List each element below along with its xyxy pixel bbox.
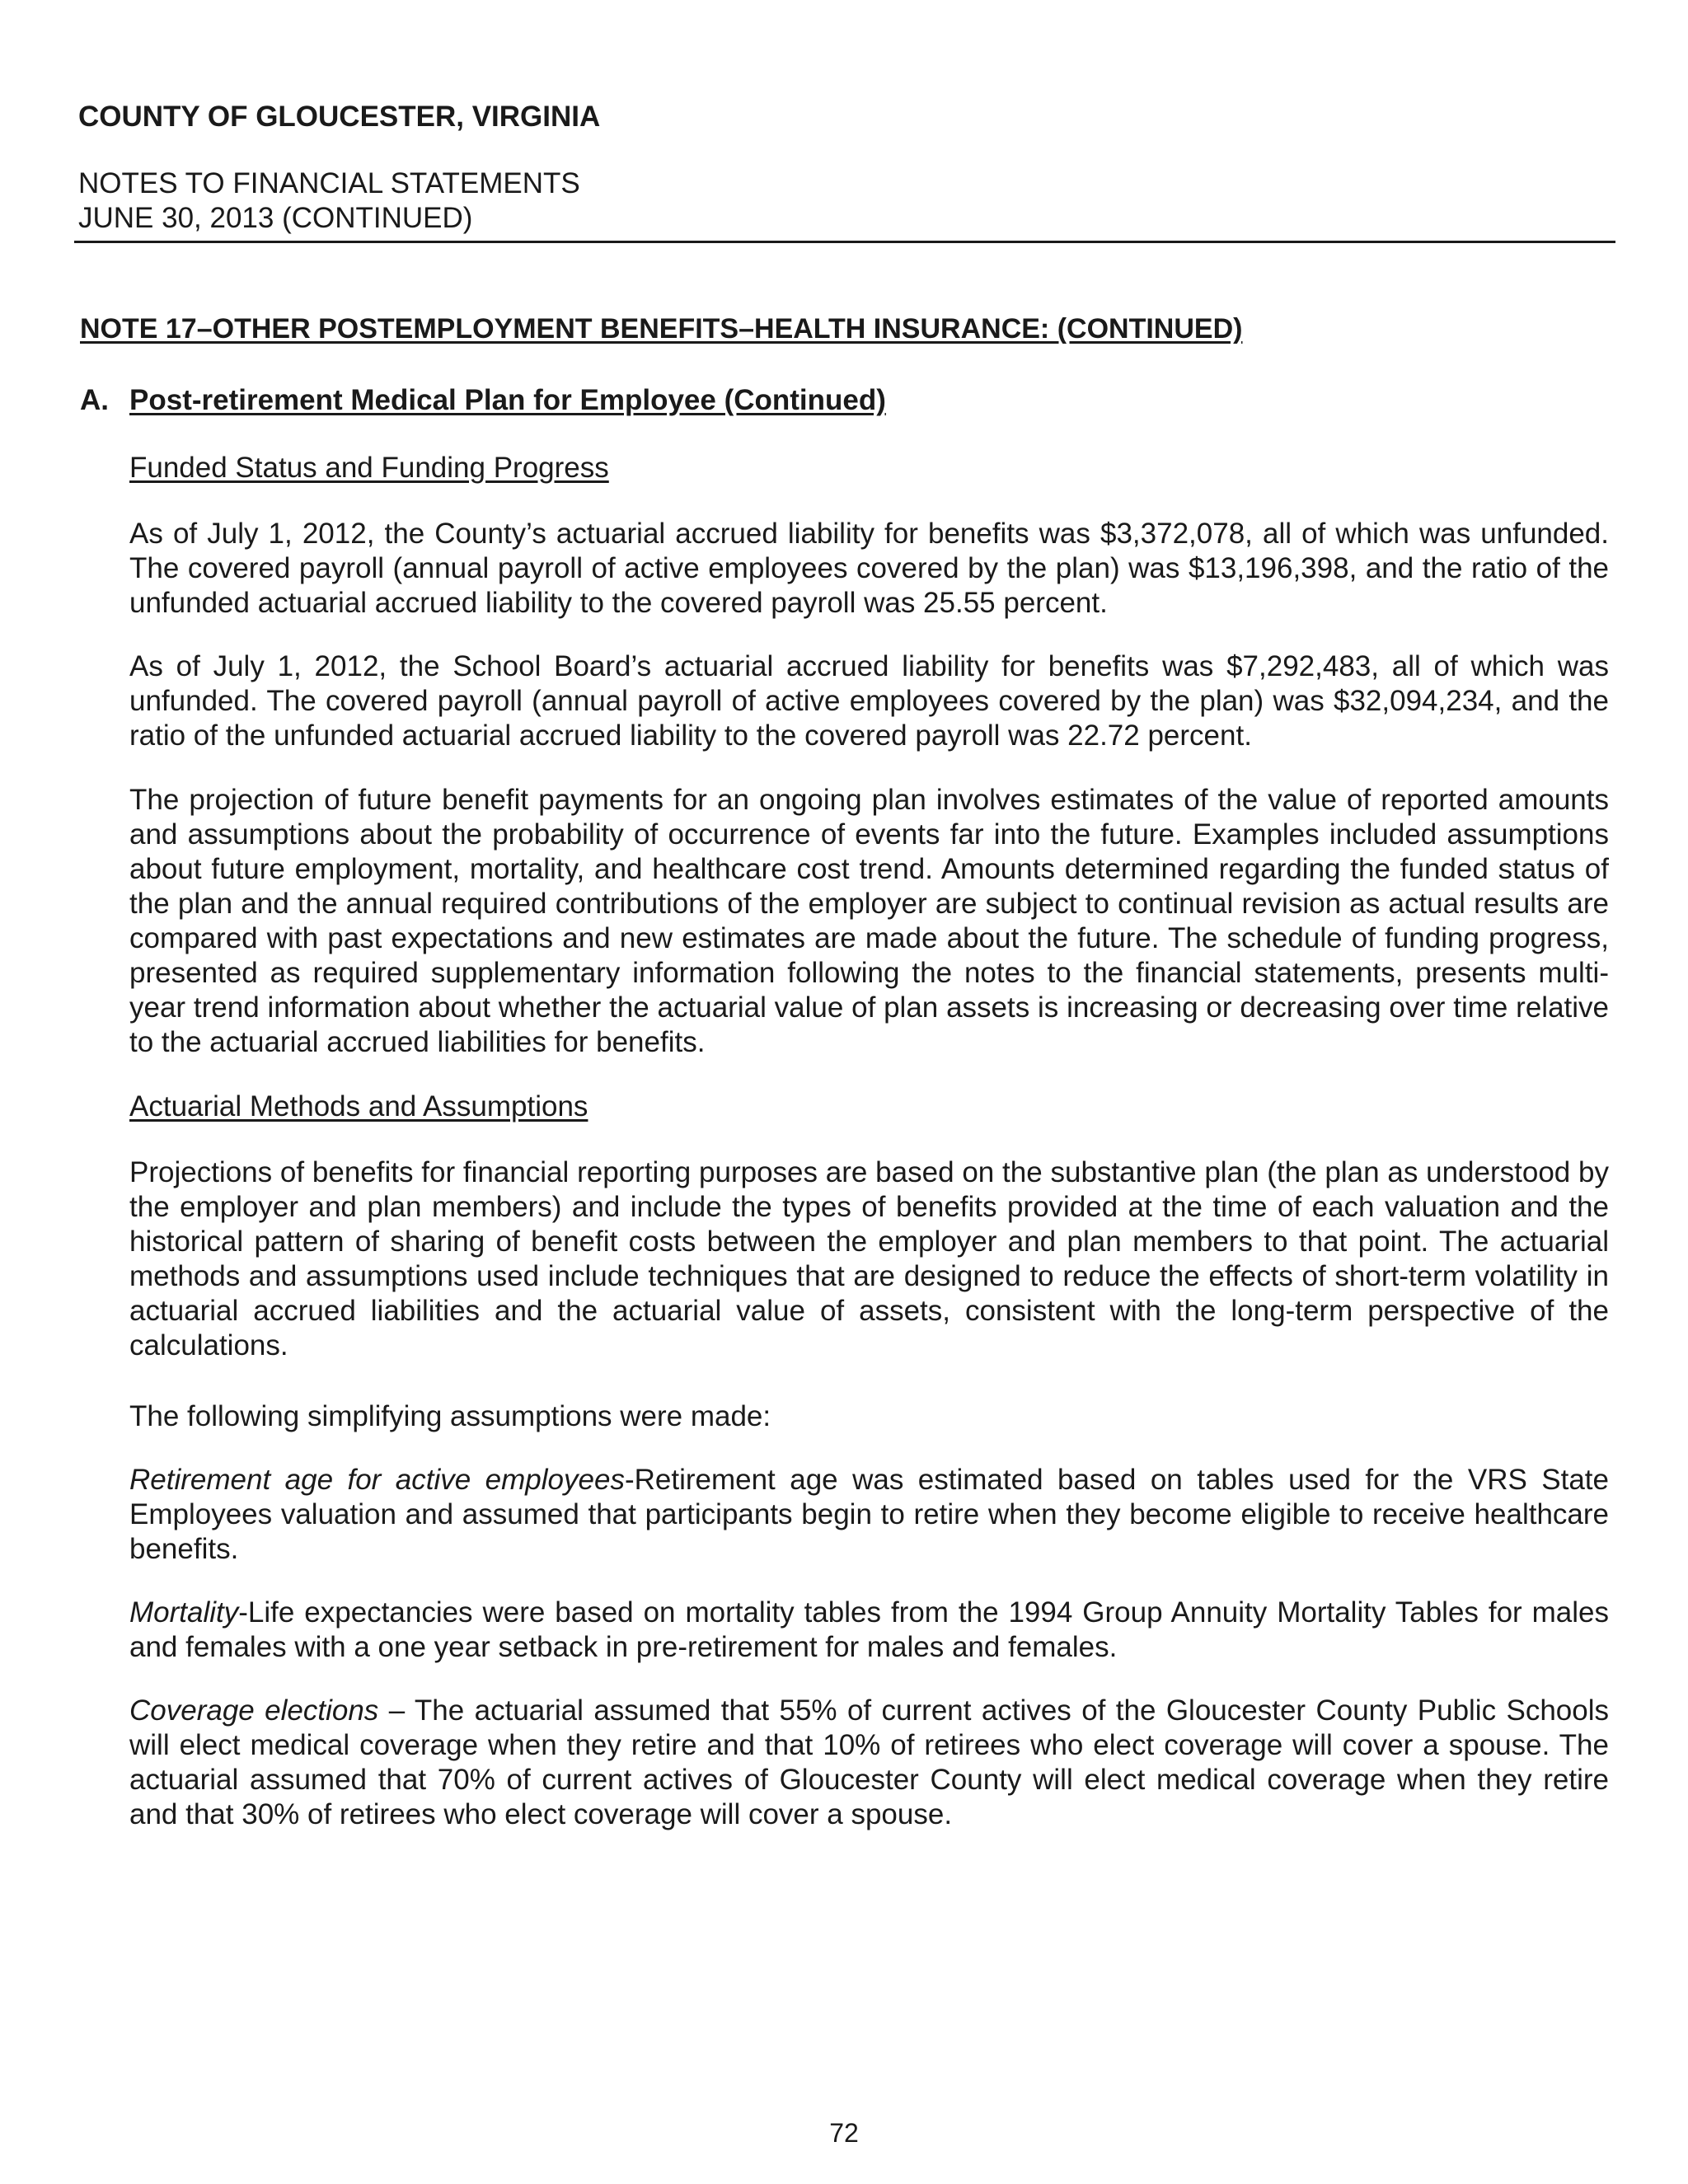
page-number: 72 (829, 2118, 859, 2148)
section-title (80, 384, 886, 417)
coverage-elections-paragraph (129, 1694, 1609, 1832)
projections-paragraph: Projections of benefits for financial reporting purposes are based on the substantive plan (the plan as understood by the employer and plan members) and include the types of benefits provided at the time of each valuation and the historical pattern of sharing of benefit costs between the employer and plan members to that point. The actuarial methods and assumptions used include techniques that are designed to reduce the effects of short-term volatility in actuarial accrued liabilities and the actuarial value of assets, consistent with the long-term perspective of the calculations. (129, 1156, 1609, 1361)
notes-title: NOTES TO FINANCIAL STATEMENTS (78, 167, 580, 199)
projection-paragraph: The projection of future benefit payments for an ongoing plan involves estimates of the value of reported amounts and assumptions about the probability of occurrence of events far into the future. Examples included assumptions about future employment, mortality, and healthcare cost trend. Amounts determined regarding the funded status of the plan and the annual required contributions of the employer are subject to continual revision as actual results are compared with past expectations and new estimates are made about the future. The schedule of funding progress, presented as required supplementary information following the notes to the financial statements, presents multi-year trend information about whether the actuarial value of plan assets is increasing or decreasing over time relative to the actuarial accrued liabilities for benefits. (129, 784, 1609, 1058)
mortality-label: Mortality (129, 1596, 239, 1629)
page-header (78, 97, 1615, 236)
retirement-age-paragraph (129, 1463, 1609, 1567)
coverage-elections-text: – The actuarial assumed that 55% of current actives of the Gloucester County Public Schools will elect medical coverage when they retire and that 10% of retirees who elect coverage will cover a spouse. The actuarial assumed that 70% of current actives of Gloucester County will elect medical coverage when they retire and that 30% of retirees who elect coverage will cover a spouse. (129, 1694, 1609, 1830)
county-liability-paragraph: As of July 1, 2012, the County’s actuarial accrued liability for benefits was $3,372,078, all of which was unfunded. The covered payroll (annual payroll of active employees covered by the plan) was $13,196,398, and the ratio of the unfunded actuarial accrued liability to the covered payroll was 25.55 percent. (129, 518, 1609, 619)
section-letter: A. (80, 384, 109, 416)
simplifying-assumptions-intro: The following simplifying assumptions were made: (129, 1400, 771, 1432)
mortality-paragraph (129, 1596, 1609, 1665)
statement-date: JUNE 30, 2013 (CONTINUED) (78, 202, 473, 234)
school-board-liability-paragraph: As of July 1, 2012, the School Board’s actuarial accrued liability for benefits was $7,292,483, all of which was unfunded. The covered payroll (annual payroll of active employees covered by the plan) was $32,094,234, and the ratio of the unfunded actuarial accrued liability to the covered payroll was 22.72 percent. (129, 650, 1609, 752)
header-divider (74, 241, 1615, 243)
funded-status-heading: Funded Status and Funding Progress (129, 452, 609, 484)
mortality-text: -Life expectancies were based on mortality tables from the 1994 Group Annuity Mortality Tables for males and females with a one year setback in pre-retirement for males and females. (129, 1596, 1609, 1663)
county-title: COUNTY OF GLOUCESTER, VIRGINIA (78, 101, 601, 133)
retirement-age-text: -Retirement age was estimated based on tables used for the VRS State Employees valuation and assumed that participants begin to retire when they become eligible to receive healthcare benefits. (129, 1464, 1609, 1565)
note-title: NOTE 17–OTHER POSTEMPLOYMENT BENEFITS–HEALTH INSURANCE: (CONTINUED) (80, 313, 1243, 344)
actuarial-methods-heading: Actuarial Methods and Assumptions (129, 1090, 588, 1122)
coverage-elections-label: Coverage elections (129, 1694, 379, 1727)
section-title-text: Post-retirement Medical Plan for Employee (Continued) (129, 384, 886, 416)
retirement-age-label: Retirement age for active employees (129, 1464, 625, 1496)
